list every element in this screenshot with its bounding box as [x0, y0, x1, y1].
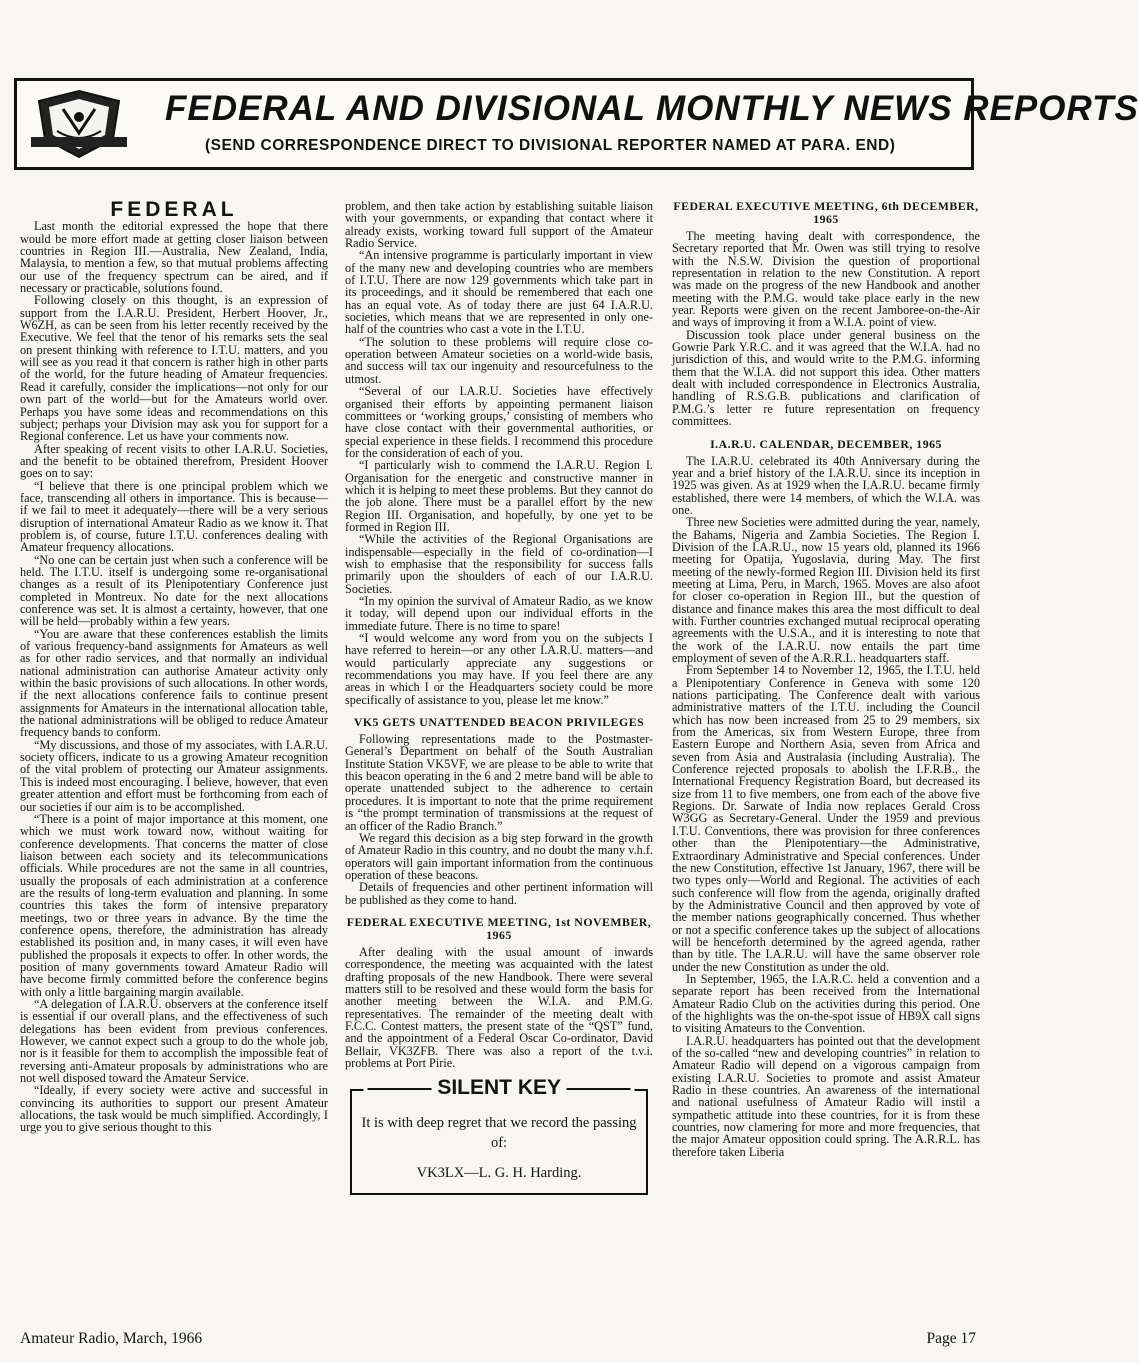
paragraph: Three new Societies were admitted during the year, namely, the Bahams, Nigeria and Zambia Societies. The Region I. Division of the I.A.R.U., now 15 years old, planned its 1966 meeting for Opatija, Yugoslavia, during May. The first meeting of the newly-formed Region III. Division held its first meeting at Lima, Peru, in March, 1965. Moves are also afoot for closer co-operation in Region III., but the question of distance and finance makes this area the most difficult to deal with. Further countries exchanged mutual reciprocal operating agreements with the U.S.A., and it is interesting to note that the work of the I.A.R.U. now entails the part time employment of seven of the A.R.R.L. headquarters staff.: [672, 515, 980, 665]
silent-key-title: [364, 1078, 635, 1098]
paragraph: After dealing with the usual amount of inwards correspondence, the meeting was acquainted with the latest drafting proposals of the new Handbook. There were several matters still to be resolved and these would form the basis for another meeting between the W.I.A. and P.M.G. representatives. The remainder of the meeting dealt with F.C.C. Contest matters, the present state of the “QST” fund, and the appointment of a Federal Oscar Co-ordinator, David Bellair, VK3ZFB. There was also a report of the t.v.i. problems at Port Pirie.: [345, 944, 653, 1070]
paragraph: From September 14 to November 12, 1965, the I.T.U. held a Plenipotentiary Conference in Geneva with some 120 nations participating. The Conference dealt with various administrative matters of the I.T.U. including the Council which has now been increased from 25 to 29 members, six from the Americas, six from Western Europe, three from Eastern Europe and Northern Asia, seven from Africa and seven from Asia and Australasia (including Australia). The Conference rejected proposals to abolish the I.F.R.B., the International Frequency Registration Board, but decreased its size from 11 to five members, one from each of the above five Regions. Dr. Sarwate of India now replaces Gerald Cross W3GG as Secretary-General. Under the 1959 and previous I.T.U. Conventions, there was provision for three conferences other than the Plenipotentiary—the Administrative, Extraordinary Administrative and Special conferences. Under the new Constitution, effective 1st January, 1967, there will be two types only—World and Regional. The activities of each such conference will flow from the agenda, originally drafted by the Administrative Council and then approved by vote of the member nations geographically concerned. Thus whether or not a specific conference takes up the subject of allocations will be henceforth determined by the agreed agenda, rather than by title. The I.A.R.U. will have the same observer role under the new Constitution as under the old.: [672, 663, 980, 974]
paragraph: “I particularly wish to commend the I.A.R.U. Region I. Organisation for the energetic and constructive manner in which it is helping to meet these problems. But they cannot do the job alone. There must be a parallel effort by the new Region III. Organisation, and hopefully, by one yet to be formed in Region III.: [345, 458, 653, 534]
silent-key-text: It is with deep regret that we record the passing of:: [361, 1115, 637, 1152]
silent-key-heading: SILENT KEY: [437, 1076, 561, 1100]
paragraph: Following representations made to the Postmaster-General’s Department on behalf of the South Australian Institute Station VK5VF, we are please to be able to write that this beacon operating in the 6 and 2 metre band will be able to operate unattended subject to the adherence to certain procedures. It is important to note that the prime requirement is “the prompt termination of transmissions at the request of an officer of the Radio Branch.”: [345, 732, 653, 833]
paragraph: We regard this decision as a big step forward in the growth of Amateur Radio in this country, and no doubt the many v.h.f. operators will gain important information from the continuous operation of these beacons.: [345, 830, 653, 882]
paragraph: I.A.R.U. headquarters has pointed out that the development of the so-called “new and developing countries” in relation to Amateur Radio will depend on a vigorous campaign from existing I.A.R.U. Societies to promote and assist Amateur Radio in these countries. An awareness of the international and national usefulness of Amateur Radio will instil a sympathetic attitude into these countries, for it is from these countries, now clamering for more and more frequencies, that the major Amateur opposition could spring. The A.R.R.L. has therefore taken Liberia: [672, 1033, 980, 1159]
paragraph: The meeting having dealt with correspondence, the Secretary reported that Mr. Owen was still trying to resolve with the N.S.W. Division the question of proportional representation in relation to the new Constitution. A report was made on the progress of the new Handbook and another meeting with the P.M.G. would take place early in the new year. Reports were given on the recent Jamboree-on-the-Air and ways of improving it from a W.I.A. point of view.: [672, 229, 980, 330]
paragraph: “I would welcome any word from you on the subjects I have referred to herein—or any other I.A.R.U. matters—and would particularly appreciate any suggestions or recommendations you may have. If you feel there are any areas in which I or the Headquarters society could be more specifically of assistance to you, please let me know.”: [345, 631, 653, 707]
wia-emblem-icon: [29, 87, 129, 161]
paragraph: “I believe that there is one principal problem which we face, transcending all others in importance. This is because—if we fail to meet it adequately—there will be a very serious disruption of international Amateur Radio as we know it. That problem is, of course, future I.T.U. conferences dealing with Amateur frequency allocations.: [20, 478, 328, 555]
paragraph: Details of frequencies and other pertinent information will be published as they come to hand.: [345, 880, 653, 907]
silent-key-name: VK3LX—L. G. H. Harding.: [416, 1165, 582, 1182]
header-banner: [14, 78, 1139, 170]
section-heading-iaru-calendar: I.A.R.U. CALENDAR, DECEMBER, 1965: [710, 436, 942, 451]
section-heading-november-meeting: FEDERAL EXECUTIVE MEETING, 1st NOVEMBER, 1965: [346, 914, 652, 942]
paragraph: “An intensive programme is particularly important in view of the many new and developing countries who are members of I.T.U. There are now 129 governments which take part in its proceedings, and it should be remembered that each one has an equal vote. As of today there are just 64 I.A.R.U. societies, which means that we are represented in only one-half of the countries who cast a vote in the I.T.U.: [345, 248, 653, 337]
paragraph: Following closely on this thought, is an expression of support from the I.A.R.U. President, Herbert Hoover, Jr., W6ZH, as can be seen from his letter recently received by the Executive. We feel that the tenor of his remarks sets the seal on present thinking with reference to I.T.U. matters, and you will see as you read it that concern is rather high in other parts of the world, for the future heading of Amateur frequencies. Read it carefully, consider the implications—not only for our own part of the world—but for the Amateurs world over. Perhaps you have some ideas and recommendations on this subject; perhaps your Division may ask you for support for a Regional conference. Let us have your comments now.: [20, 293, 328, 444]
paragraph: “A delegation of I.A.R.U. observers at the conference itself is essential if our overall plans, and the effectiveness of such delegations has been evident from previous conferences. However, we cannot expect such a group to do the whole job, nor is it feasible for them to accomplish the impossible feat of reversing anti-Amateur proposals by administrations who are not well disposed toward the Amateur Service.: [20, 997, 328, 1086]
paragraph: “There is a point of major importance at this moment, one which we must work toward now, without waiting for conference developments. That concerns the matter of close liaison between each society and its telecommunications officials. While procedures are not the same in all countries, usually the proposals of each administration at a conference are the results of long-term evaluation and planning. In some countries this takes the form of intensive preparatory meetings, two or three years in advance. By the time the conference opens, therefore, the administration has already established its position and, in many cases, it will even have published the proposals it expects to offer. In other words, the position of many governments toward Amateur Radio will have become firmly committed before the conference begins with only a little bargaining margin available.: [20, 811, 328, 999]
paragraph: “You are aware that these conferences establish the limits of various frequency-band assignments for Amateurs as well as for other radio services, and that normally an individual national administration can authorise Amateur activity only within the basic provisions of such allocations. In other words, if the next allocations conference fails to continue present assignments for Amateurs in the international allocation table, the national administrations will be obliged to reduce Amateur frequency bands to conform.: [20, 626, 328, 740]
column-middle: [345, 200, 653, 1318]
paragraph: problem, and then take action by establishing suitable liaison with your governments, or expanding that contact where it already exists, working toward full support of the Amateur Radio Service.: [345, 199, 653, 251]
divider: [368, 1088, 432, 1090]
publication-info: Amateur Radio, March, 1966: [20, 1330, 203, 1347]
paragraph: “Several of our I.A.R.U. Societies have effectively organised their efforts by appointing permanent liaison committees or ‘working groups,’ consisting of members who have close contact with their governmental authorities, or special experience in these fields. I recommend this procedure for the consideration of each of you.: [345, 384, 653, 460]
paragraph: “My discussions, and those of my associates, with I.A.R.U. society officers, indicate to us a growing Amateur recognition of the vital problem of protecting our Amateur assignments. This is indeed most encouraging. I believe, however, that even greater attention and effort must be forthcoming from each of our societies if our aim is to be accomplished.: [20, 737, 328, 814]
page-number: Page 17: [926, 1330, 976, 1347]
paragraph: Last month the editorial expressed the hope that there would be more effort made at getting closer liaison between countries in Region III.—Australia, New Zealand, India, Malaysia, to mention a few, so that mutual problems affecting our use of the frequency spectrum can be aired, and if necessary or practicable, solutions found.: [20, 219, 328, 296]
paragraph: “Ideally, if every society were active and successful in convincing its authorities to support our present Amateur allocations, the task would be much simplified. Accordingly, I urge you to give serious thought to this: [20, 1083, 328, 1135]
paragraph: After speaking of recent visits to other I.A.R.U. Societies, and the benefit to be obtained therefrom, President Hoover goes on to say:: [20, 441, 328, 481]
page-title: FEDERAL AND DIVISIONAL MONTHLY NEWS REPORTS: [165, 89, 1139, 128]
section-heading-december-meeting: FEDERAL EXECUTIVE MEETING, 6th DECEMBER, 1965: [673, 199, 979, 226]
column-right: [672, 200, 980, 1318]
paragraph: Discussion took place under general business on the Gowrie Park Y.R.C. and it was agreed that the W.I.A. had no jurisdiction of this, and would write to the P.M.G. informing them that the W.I.A. did not support this idea. Other matters dealt with included correspondence in Electronics Australia, handling of R.S.G.B. publications and clarification of P.M.G.’s letter re future representation on frequency committees.: [672, 327, 980, 429]
paragraph: “In my opinion the survival of Amateur Radio, as we know it today, will depend upon our individual efforts in the immediate future. There is no time to spare!: [345, 594, 653, 633]
paragraph: “While the activities of the Regional Organisations are indispensable—especially in the field of co-ordination—I wish to emphasise that the responsibility for success falls primarily upon the shoulders of each of our I.A.R.U. Societies.: [345, 532, 653, 596]
column-federal: [20, 200, 328, 1318]
divider: [567, 1088, 631, 1090]
paragraph: In September, 1965, the I.A.R.C. held a convention and a separate report has been received from the International Amateur Radio Club on the activities during this period. One of the highlights was the on-the-spot issue of HB9X call signs to visiting Amateurs to the Convention.: [672, 971, 980, 1036]
page-subtitle: (SEND CORRESPONDENCE DIRECT TO DIVISIONAL REPORTER NAMED AT PARA. END): [205, 137, 896, 154]
section-heading-beacon: VK5 GETS UNATTENDED BEACON PRIVILEGES: [353, 715, 645, 730]
paragraph: “The solution to these problems will require close co-operation between Amateur societies on a world-wide basis, and success will tax our ingenuity and resourcefulness to the utmost.: [345, 334, 653, 386]
silent-key-box: [350, 1076, 648, 1195]
paragraph: “No one can be certain just when such a conference will be held. The I.T.U. itself is undergoing some re-organisational changes as a result of its Plenipotentiary Conference just completed in Montreux. No date for the next allocations conference was set. It is almost a certainty, however, that one will be held—probably within a few years.: [20, 552, 328, 629]
section-heading-federal: FEDERAL: [110, 198, 238, 221]
paragraph: The I.A.R.U. celebrated its 40th Anniversary during the year and a brief history of the I.A.R.U. since its inception in 1925 was given. As at 1929 when the I.A.R.U. became firmly established, there were 14 members, of which the W.I.A. was one.: [672, 453, 980, 517]
